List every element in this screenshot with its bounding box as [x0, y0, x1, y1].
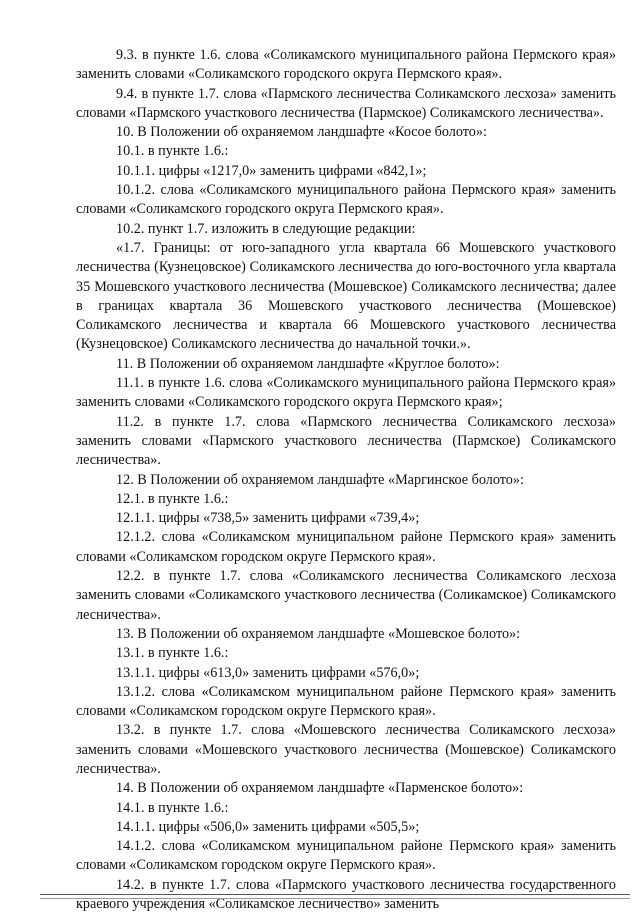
paragraph-13-1-1: 13.1.1. цифры «613,0» заменить цифрами «576,0»; — [116, 664, 420, 681]
paragraph-11-2: 11.2. в пункте 1.7. слова «Пармского лесничества Соликамского лесхоза» заменить словами «Пармского участкового лесничества (Пармское) Соликамского лесничества». — [76, 413, 616, 469]
paragraph-10: 10. В Положении об охраняемом ландшафте «Косое болото»: — [116, 124, 487, 141]
paragraph-10-2: 10.2. пункт 1.7. изложить в следующие редакции: — [116, 220, 416, 237]
paragraph-11-1: 11.1. в пункте 1.6. слова «Соликамского муниципального района Пермского края» заменить словами «Соликамского городского округа Пермского края»; — [76, 375, 616, 411]
paragraph-12-2: 12.2. в пункте 1.7. слова «Соликамского лесничества Соликамского лесхоза заменить словами «Соликамского участкового лесничества (Соликамское) Соликамского лесничества». — [76, 568, 616, 623]
paragraph-14-1-1: 14.1.1. цифры «506,0» заменить цифрами «505,5»; — [116, 818, 420, 835]
paragraph-11: 11. В Положении об охраняемом ландшафте «Круглое болото»: — [116, 355, 500, 372]
paragraph-10-1-2: 10.1.2. слова «Соликамского муниципального района Пермского края» заменить словами «Соликамского городского округа Пермского края». — [76, 182, 616, 218]
paragraph-13-1: 13.1. в пункте 1.6.: — [116, 645, 229, 662]
paragraph-14-1: 14.1. в пункте 1.6.: — [116, 799, 229, 816]
paragraph-13-1-2: 13.1.2. слова «Соликамском муниципальном районе Пермского края» заменить словами «Соликамском городском округе Пермского края». — [76, 683, 616, 720]
paragraph-10-1: 10.1. в пункте 1.6.: — [116, 143, 229, 160]
paragraph-9-3: 9.3. в пункте 1.6. слова «Соликамского муниципального района Пермского края» заменить словами «Соликамского городского округа Пермского края». — [76, 47, 616, 83]
paragraph-14-1-2: 14.1.2. слова «Соликамском муниципальном районе Пермского края» заменить словами «Соликамском городском округе Пермского края». — [76, 838, 616, 874]
paragraph-14-2: 14.2. в пункте 1.7. слова «Пармского участкового лесничества государственного краевого учреждения «Соликамское лесничество» заменить — [76, 876, 616, 913]
page-bottom-edge-line — [40, 894, 630, 895]
paragraph-12-1-1: 12.1.1. цифры «738,5» заменить цифрами «739,4»; — [116, 510, 420, 527]
paragraph-12: 12. В Положении об охраняемом ландшафте «Маргинское болото»: — [116, 471, 524, 488]
paragraph-1-7-boundaries: «1.7. Границы: от юго-западного угла квартала 66 Мошевского участкового лесничества (Кузнецовское) Соликамского лесничества до юго-восточного угла квартала 35 Мошевского участкового лесничества (Мошевское) Соликамского лесничества; далее в границах квартала 36 Мошевского участкового лесничества (Мошевское) Соликамского лесничества и квартала 66 Мошевского участкового лесничества (Кузнецовское) Соликамского лесничества до начальной точки.». — [76, 239, 616, 353]
page-bottom-edge-line-secondary — [40, 898, 630, 899]
paragraph-9-4: 9.4. в пункте 1.7. слова «Пармского лесничества Соликамского лесхоза» заменить словами «Пармского участкового лесничества (Пармское) Соликамского лесничества». — [76, 85, 616, 121]
paragraph-14: 14. В Положении об охраняемом ландшафте «Парменское болото»: — [116, 780, 524, 797]
paragraph-10-1-1: 10.1.1. цифры «1217,0» заменить цифрами «842,1»; — [116, 162, 427, 179]
paragraph-13-2: 13.2. в пункте 1.7. слова «Мошевского лесничества Соликамского лесхоза» заменить словами «Мошевского участкового лесничества (Мошевское) Соликамского лесничества». — [76, 722, 616, 777]
document-page — [76, 46, 616, 914]
paragraph-12-1-2: 12.1.2. слова «Соликамском муниципальном районе Пермского края» заменить словами «Соликамском городском округе Пермского края». — [76, 529, 616, 565]
paragraph-13: 13. В Положении об охраняемом ландшафте «Мошевское болото»: — [116, 625, 521, 642]
paragraph-12-1: 12.1. в пункте 1.6.: — [116, 490, 229, 507]
